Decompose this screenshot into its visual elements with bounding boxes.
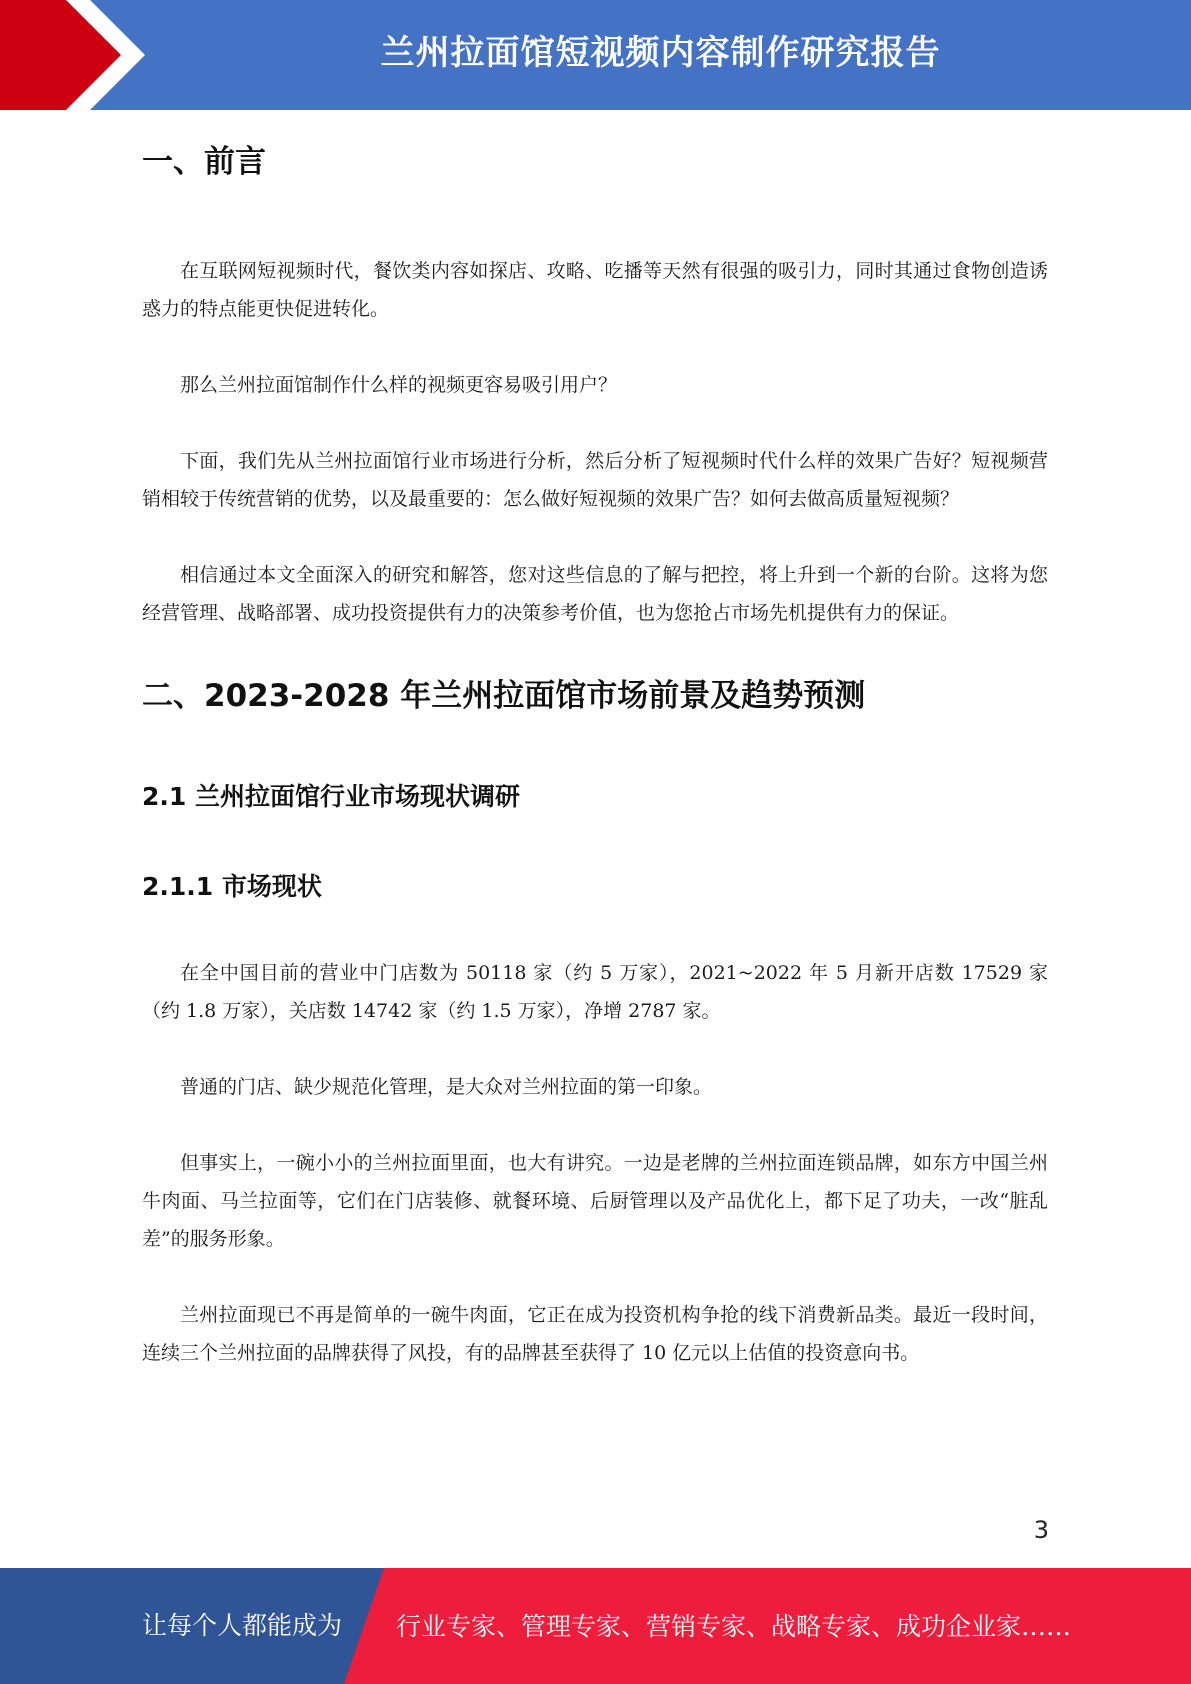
footer-slogan-left: 让每个人都能成为 — [142, 1611, 343, 1640]
sub-subsection-heading: 2.1.1 市场现状 — [142, 872, 322, 901]
paragraph: 在互联网短视频时代，餐饮类内容如探店、攻略、吃播等天然有很强的吸引力，同时其通过食物创造诱惑力的特点能更快促进转化。 — [142, 260, 1048, 320]
paragraph: 那么兰州拉面馆制作什么样的视频更容易吸引用户？ — [180, 374, 618, 396]
header-arrow-decoration — [0, 0, 160, 110]
page-number: 3 — [1033, 1516, 1049, 1544]
subsection-heading: 2.1 兰州拉面馆行业市场现状调研 — [142, 782, 520, 811]
page-footer — [0, 1568, 1191, 1684]
footer-slogan-right: 行业专家、管理专家、营销专家、战略专家、成功企业家…… — [396, 1612, 1072, 1641]
paragraph: 下面，我们先从兰州拉面馆行业市场进行分析，然后分析了短视频时代什么样的效果广告好？短视频营销相较于传统营销的优势，以及最重要的：怎么做好短视频的效果广告？如何去做高质量短视频？ — [142, 450, 1048, 510]
paragraph: 在全中国目前的营业中门店数为 50118 家（约 5 万家），2021~2022 年 5 月新开店数 17529 家（约 1.8 万家），关店数 14742 家（约 1.5 万家），净增 2787 家。 — [142, 962, 1048, 1022]
section-heading-preface: 一、前言 — [142, 144, 266, 180]
paragraph: 普通的门店、缺少规范化管理，是大众对兰州拉面的第一印象。 — [180, 1076, 713, 1098]
paragraph: 兰州拉面现已不再是简单的一碗牛肉面，它正在成为投资机构争抢的线下消费新品类。最近一段时间，连续三个兰州拉面的品牌获得了风投，有的品牌甚至获得了 10 亿元以上估值的投资意向书。 — [142, 1304, 1048, 1364]
section-heading-forecast: 二、2023-2028 年兰州拉面馆市场前景及趋势预测 — [142, 678, 866, 714]
paragraph: 但事实上，一碗小小的兰州拉面里面，也大有讲究。一边是老牌的兰州拉面连锁品牌，如东方中国兰州牛肉面、马兰拉面等，它们在门店装修、就餐环境、后厨管理以及产品优化上，都下足了功夫，一改“脏乱差”的服务形象。 — [142, 1152, 1048, 1250]
page-header — [0, 0, 1191, 110]
paragraph: 相信通过本文全面深入的研究和解答，您对这些信息的了解与把控，将上升到一个新的台阶。这将为您经营管理、战略部署、成功投资提供有力的决策参考价值，也为您抢占市场先机提供有力的保证。 — [142, 564, 1048, 624]
main-content — [142, 134, 1048, 1372]
document-title: 兰州拉面馆短视频内容制作研究报告 — [380, 33, 941, 73]
